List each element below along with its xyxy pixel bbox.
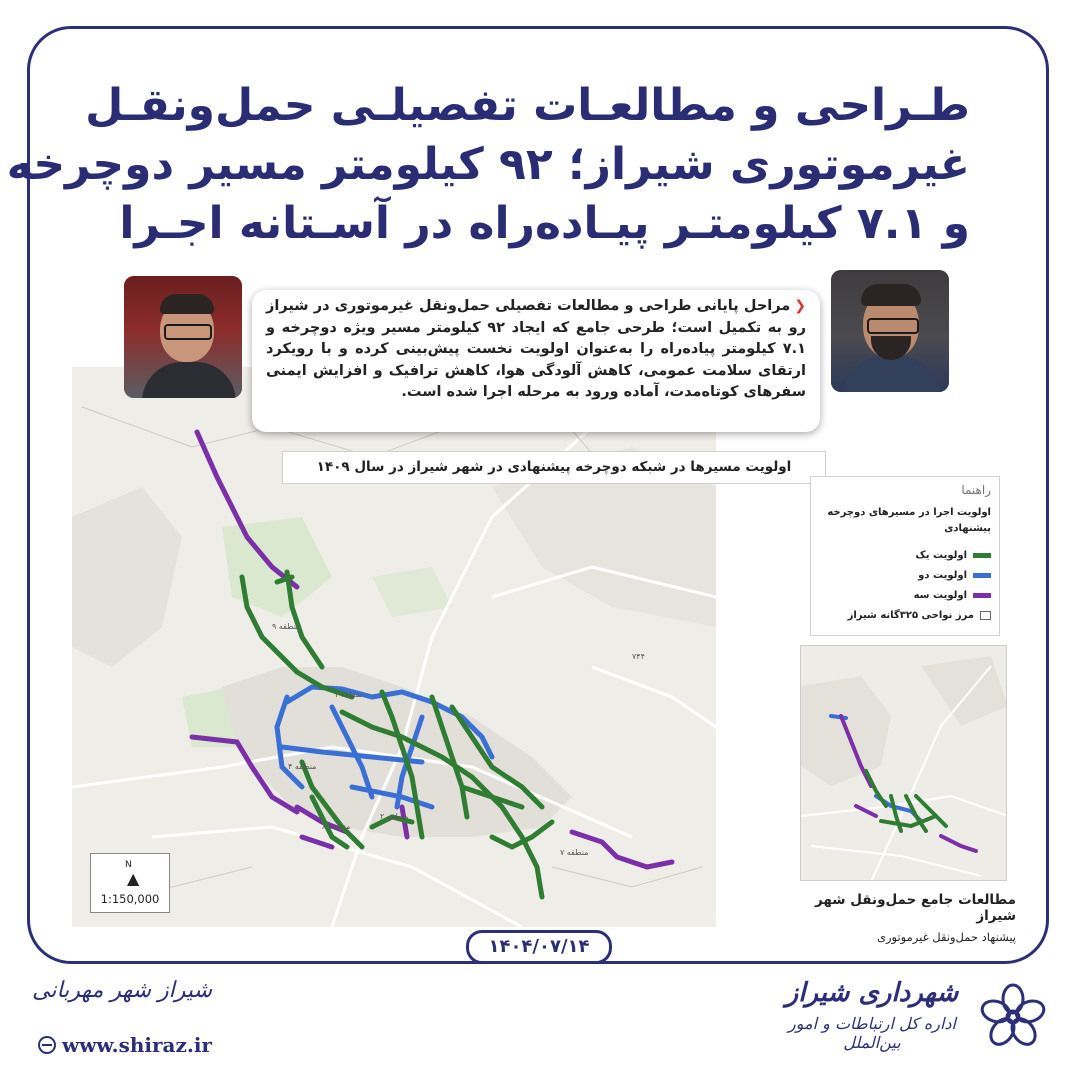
website-text: www.shiraz.ir [62, 1033, 212, 1057]
org-name-line-1: شهرداری شیراز [785, 978, 959, 1008]
svg-text:منطقه ۹: منطقه ۹ [272, 622, 301, 631]
map-caption: اولویت مسیرها در شبکه دوچرخه پیشنهادی در شهر شیراز در سال ۱۴۰۹ [282, 451, 826, 484]
svg-text:۷۴۴: ۷۴۴ [632, 652, 645, 661]
map-legend [810, 476, 1000, 636]
lead-text: مراحل پایانی طراحی و مطالعات تفصیلی حمل‌ونقل غیرموتوری در شیراز رو به تکمیل است؛ طرحی جامع که ایجاد ۹۲ کیلومتر مسیر ویژه دوچرخه و ۷.۱ کیلومتر پیاده‌راه را به‌عنوان اولویت نخست پیش‌بینی کرده و با رویکرد ارتقای سلامت عمومی، کاهش آلودگی هوا، کاهش ترافیک و افزایش ایمنی سفرهای کوتاه‌مدت، آماده ورود به مرحله اجرا شده است. [266, 298, 806, 400]
mini-caption-line-2: پیشنهاد حمل‌ونقل غیرموتوری [876, 930, 1016, 944]
north-label: N [125, 860, 132, 870]
chevron-left-icon: ❮ [794, 298, 806, 314]
slogan: شیراز شهر مهربانی [32, 978, 212, 1003]
boundary-swatch [980, 611, 991, 620]
person-photo-right [831, 270, 949, 392]
legend-title: راهنما [961, 483, 991, 497]
title-line-2: غیرموتوری شیراز؛ ۹۲ کیلومتر مسیر دوچرخه [6, 139, 970, 190]
mini-caption-line-1: مطالعات جامع حمل‌ونقل شهر شیراز [814, 892, 1016, 924]
legend-subtitle: اولویت اجرا در مسیرهای دوچرخه پیشنهادی [827, 507, 991, 534]
svg-text:منطقه ۴: منطقه ۴ [288, 762, 317, 771]
globe-icon [38, 1036, 56, 1054]
person-photo-left [124, 276, 242, 398]
page-title [6, 76, 970, 253]
legend-item-priority-1 [819, 545, 991, 565]
legend-item-priority-3 [819, 585, 991, 605]
swatch-green [973, 553, 991, 558]
lead-paragraph-box [252, 290, 820, 432]
swatch-blue [973, 573, 991, 578]
org-name-line-2: اداره کل ارتباطات و امور بین‌الملل [788, 1014, 956, 1052]
website-link[interactable] [38, 1033, 212, 1057]
legend-label: اولویت یک [915, 549, 967, 561]
legend-item-priority-2 [819, 565, 991, 585]
legend-label: اولویت سه [913, 589, 967, 601]
scale-label: 1:150,000 [100, 892, 160, 906]
swatch-purple [973, 593, 991, 598]
svg-text:منطقه ۷: منطقه ۷ [560, 848, 589, 857]
legend-label: مرز نواحی ۳۲۵گانه شیراز [847, 609, 974, 621]
svg-text:منطقه ۸: منطقه ۸ [322, 822, 351, 831]
mini-map-caption [810, 892, 1016, 944]
title-line-1: طـراحی و مطالعـات تفصیلـی حمل‌ونقـل [85, 80, 970, 131]
date-badge: ۱۴۰۴/۰۷/۱۴ [466, 930, 612, 964]
north-arrow-icon: ▲ [127, 869, 140, 888]
mini-map [800, 645, 1007, 881]
mini-map-canvas [801, 646, 1007, 881]
svg-text:منطقه ۲: منطقه ۲ [380, 812, 409, 821]
municipality-flower-logo-icon [978, 982, 1048, 1052]
legend-label: اولویت دو [918, 569, 967, 581]
svg-text:منطقه ۱: منطقه ۱ [334, 690, 363, 699]
legend-item-boundary [819, 605, 991, 625]
org-name [772, 978, 972, 1052]
scale-box [90, 853, 170, 913]
title-line-3: و ۷.۱ کیلومتـر پیـاده‌راه در آسـتانه اجـرا [119, 198, 970, 249]
